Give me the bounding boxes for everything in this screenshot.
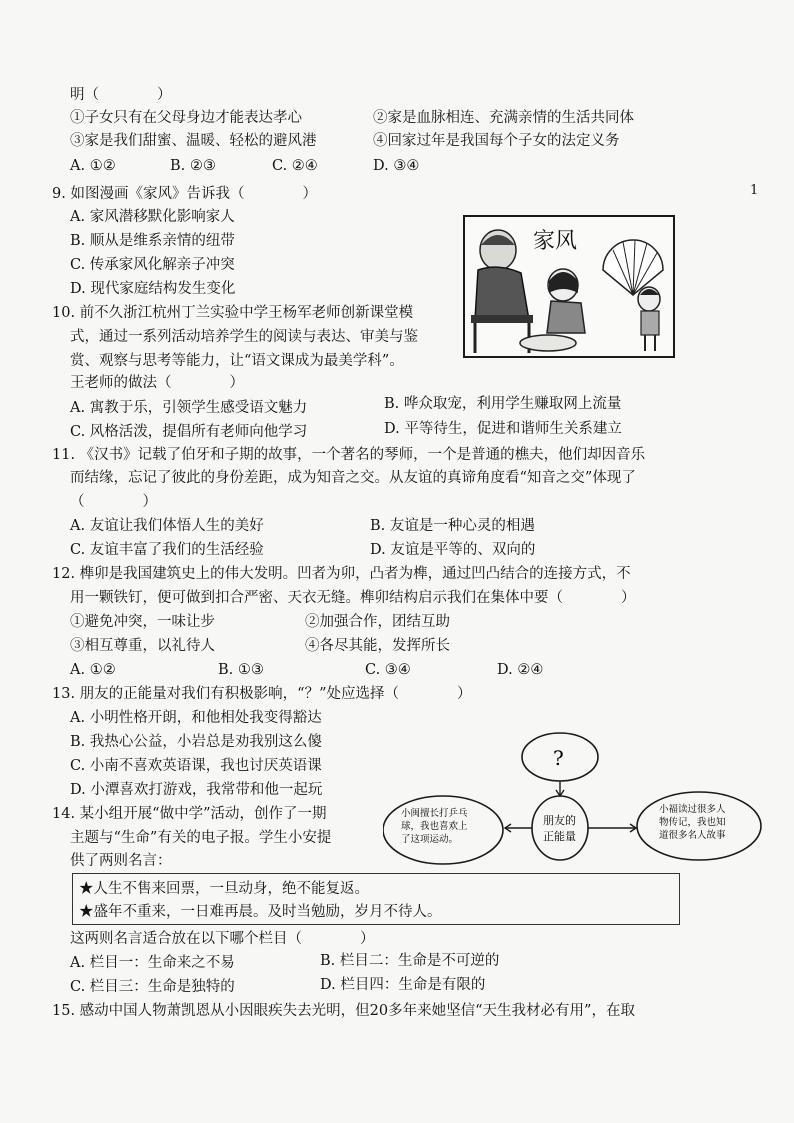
answer-choice: B. ②③ xyxy=(170,158,216,174)
answer-choice: D. 小潭喜欢打游戏，我常带和他一起玩 xyxy=(70,782,323,798)
option-statement: ④回家过年是我国每个子女的法定义务 xyxy=(373,133,620,149)
chair-seat xyxy=(471,315,533,323)
answer-choice: B. 友谊是一种心灵的相遇 xyxy=(370,518,535,534)
small-child-body xyxy=(641,311,659,335)
option-statement: ③相互尊重，以礼待人 xyxy=(70,638,215,654)
answer-choice: B. ①③ xyxy=(218,662,264,678)
option-statement: ③家是我们甜蜜、温暖、轻松的避风港 xyxy=(70,133,317,149)
right-bubble-text: 小福读过很多人 xyxy=(659,804,726,815)
question-stem: 9. 如图漫画《家风》告诉我（ ） xyxy=(52,186,317,202)
quote-line: ★人生不售来回票，一旦动身，绝不能复返。 xyxy=(79,881,369,897)
basin xyxy=(520,335,576,351)
elder-body xyxy=(475,267,529,320)
option-statement: ④各尽其能，发挥所长 xyxy=(305,638,450,654)
option-statement: ①子女只有在父母身边才能表达孝心 xyxy=(70,110,302,126)
question-stem: 13. 朋友的正能量对我们有积极影响，“？”处应选择（ ） xyxy=(52,686,472,702)
option-statement: ②加强合作，团结互助 xyxy=(305,614,450,630)
question-stem: 10. 前不久浙江杭州丁兰实验中学王杨军老师创新课堂模 xyxy=(52,305,414,321)
question-stem: 用一颗铁钉，便可做到扣合严密、天衣无缝。榫卯结构启示我们在集体中要（ ） xyxy=(70,590,636,606)
answer-choice: A. 栏目一：生命来之不易 xyxy=(70,955,235,971)
answer-choice: D. ③④ xyxy=(373,158,420,174)
center-label: 朋友的 xyxy=(543,814,576,827)
friend-energy-diagram xyxy=(383,730,763,875)
center-bubble xyxy=(532,796,588,860)
answer-choice: C. 风格活泼，提倡所有老师向他学习 xyxy=(70,424,308,440)
side-marker: 1 xyxy=(750,183,759,198)
right-bubble-text: 道很多名人故事 xyxy=(659,830,726,841)
quote-box xyxy=(72,873,680,925)
question-stem: 王老师的做法（ ） xyxy=(70,375,244,391)
answer-choice: D. ②④ xyxy=(497,662,544,678)
left-bubble-text: 了这项运动。 xyxy=(401,834,459,845)
answer-choice: A. ①② xyxy=(70,662,116,678)
question-stem: 15. 感动中国人物萧凯恩从小因眼疾失去光明，但20多年来她坚信“天生我材必有用”，在取 xyxy=(52,1003,635,1019)
answer-choice: B. 栏目二：生命是不可逆的 xyxy=(320,953,500,969)
right-bubble-text: 物传记，我也知 xyxy=(659,817,726,828)
left-bubble-text: 球，我也喜欢上 xyxy=(401,821,468,832)
question-stem: 12. 榫卯是我国建筑史上的伟大发明。凹者为卯，凸者为榫，通过凹凸结合的连接方式，不 xyxy=(52,566,631,582)
answer-choice: C. 栏目三：生命是独特的 xyxy=(70,979,235,995)
answer-choice: B. 哗众取宠，利用学生赚取网上流量 xyxy=(384,396,622,412)
family-style-cartoon xyxy=(463,215,675,358)
question-stem: 明（ ） xyxy=(70,87,172,103)
answer-choice: C. 小南不喜欢英语课，我也讨厌英语课 xyxy=(70,758,322,774)
center-label: 正能量 xyxy=(543,830,576,843)
child-body xyxy=(547,301,585,333)
question-stem: 式，通过一系列活动培养学生的阅读与表达、审美与鉴 xyxy=(70,329,418,345)
answer-choice: A. ①② xyxy=(70,158,116,174)
question-stem: 赏、观察与思考等能力，让“语文课成为最美学科”。 xyxy=(70,353,404,369)
question-stem: （ ） xyxy=(70,494,157,510)
option-statement: ①避免冲突，一味让步 xyxy=(70,614,215,630)
answer-choice: C. 友谊丰富了我们的生活经验 xyxy=(70,542,264,558)
answer-choice: D. 栏目四：生命是有限的 xyxy=(320,977,486,993)
answer-choice: C. 传承家风化解亲子冲突 xyxy=(70,257,235,273)
answer-choice: B. 顺从是维系亲情的纽带 xyxy=(70,233,235,249)
question-stem: 11. 《汉书》记载了伯牙和子期的故事，一个著名的琴师，一个是普通的樵夫，他们却因音乐 xyxy=(52,447,646,463)
left-bubble-text: 小闽擅长打乒乓 xyxy=(401,808,468,819)
answer-choice: D. 现代家庭结构发生变化 xyxy=(70,281,236,297)
answer-choice: A. 家风潜移默化影响家人 xyxy=(70,209,235,225)
answer-choice: D. 友谊是平等的、双向的 xyxy=(370,542,536,558)
question-stem: 这两则名言适合放在以下哪个栏目（ ） xyxy=(70,931,375,947)
answer-choice: B. 我热心公益，小岩总是劝我别这么傻 xyxy=(70,734,322,750)
question-mark: ? xyxy=(553,746,564,770)
answer-choice: A. 小明性格开朗，和他相处我变得豁达 xyxy=(70,710,322,726)
cartoon-title: 家风 xyxy=(533,229,578,254)
quote-line: ★盛年不重来，一日难再晨。及时当勉励，岁月不待人。 xyxy=(79,904,442,920)
answer-choice: C. ③④ xyxy=(365,662,411,678)
question-stem: 供了两则名言： xyxy=(70,853,172,869)
question-stem: 主题与“生命”有关的电子报。学生小安提 xyxy=(70,830,332,846)
answer-choice: D. 平等待生，促进和谐师生关系建立 xyxy=(384,421,622,437)
question-stem: 而结缘，忘记了彼此的身份差距，成为知音之交。从友谊的真谛角度看“知音之交”体现了 xyxy=(70,470,636,486)
answer-choice: C. ②④ xyxy=(272,158,318,174)
question-stem: 14. 某小组开展“做中学”活动，创作了一期 xyxy=(52,806,327,822)
answer-choice: A. 寓教于乐，引领学生感受语文魅力 xyxy=(70,400,308,416)
answer-choice: A. 友谊让我们体悟人生的美好 xyxy=(70,518,264,534)
option-statement: ②家是血脉相连、充满亲情的生活共同体 xyxy=(373,110,634,126)
